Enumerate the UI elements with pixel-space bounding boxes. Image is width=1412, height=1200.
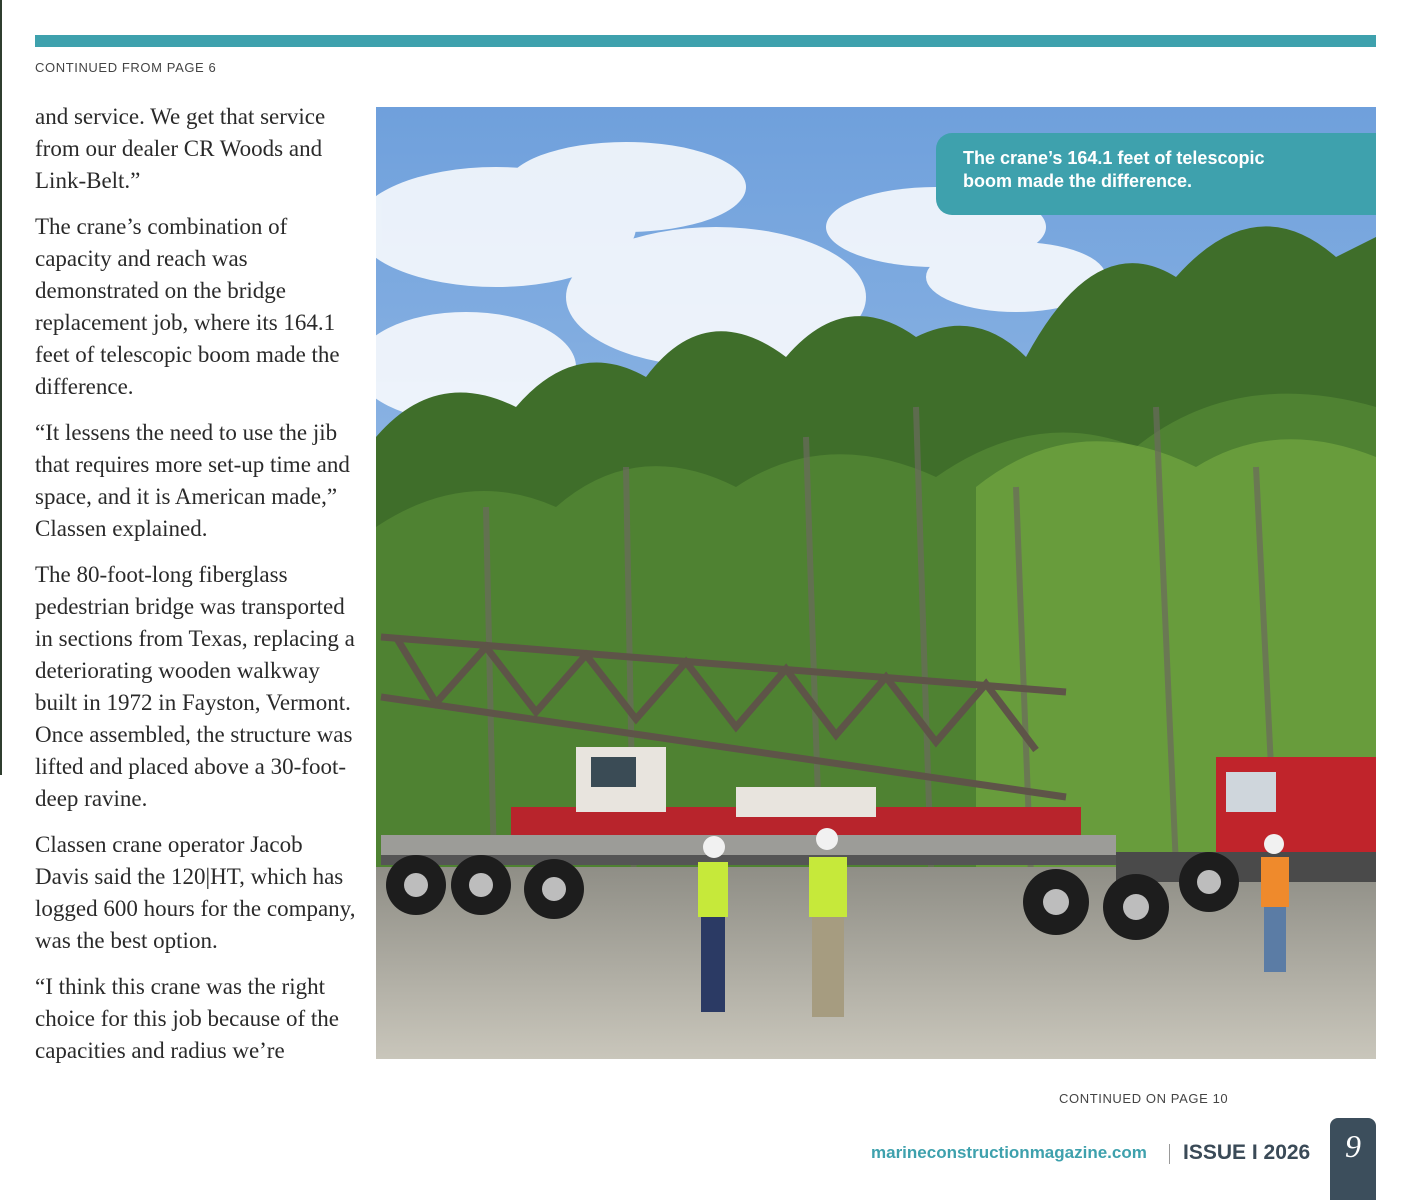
article-paragraph: “I think this crane was the right choice for this job because of the capacities and radius we’re [35, 974, 339, 1063]
crane-bridge-photo [376, 107, 1376, 1059]
article-paragraph: The crane’s combination of capacity and reach was demonstrated on the bridge replacement job, where its 164.1 feet of telescopic boom made the difference. [35, 214, 340, 399]
footer-issue-label: ISSUE I 2026 [1183, 1141, 1311, 1164]
continued-from-label: CONTINUED FROM PAGE 6 [35, 60, 217, 75]
photo-illustration [376, 107, 1376, 1059]
page-number: 9 [1345, 1128, 1361, 1164]
left-edge-rule [0, 0, 2, 775]
article-paragraph: “It lessens the need to use the jib that requires more set-up time and space, and it is American made,” Classen explained. [35, 420, 350, 541]
top-accent-rule [35, 35, 1376, 47]
article-paragraph: Classen crane operator Jacob Davis said the 120|HT, which has logged 600 hours for the company, was the best option. [35, 832, 356, 953]
footer-website-link[interactable]: marineconstructionmagazine.com [871, 1143, 1147, 1162]
page-number-tab [1330, 1118, 1376, 1200]
continued-on-label: CONTINUED ON PAGE 10 [1059, 1091, 1229, 1106]
footer-divider [1169, 1144, 1170, 1164]
article-paragraph: and service. We get that service from our dealer CR Woods and Link-Belt.” [35, 104, 326, 193]
photo-caption-box [936, 133, 1376, 215]
article-paragraph: The 80-foot-long fiberglass pedestrian bridge was transported in sections from Texas, replacing a deteriorating wooden walkway built in 1972 in Fayston, Vermont. Once assembled, the structure was lifted and placed above a 30-foot-deep ravine. [35, 562, 355, 811]
photo-caption: The crane’s 164.1 feet of telescopic boom made the difference. [963, 148, 1265, 191]
article-column [35, 101, 360, 1081]
